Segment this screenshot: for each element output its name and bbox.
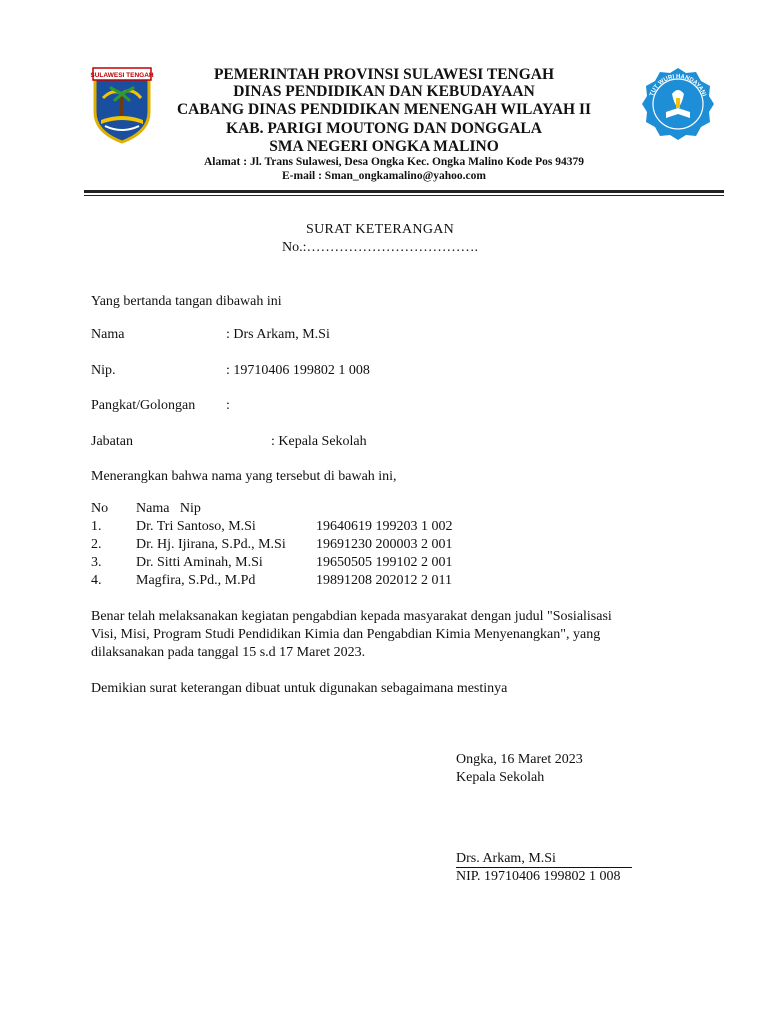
row-name: Dr. Hj. Ijirana, S.Pd., M.Si xyxy=(136,537,286,552)
signature-name: Drs. Arkam, M.Si xyxy=(456,851,556,866)
row-nip: 19640619 199203 1 002 xyxy=(316,519,453,534)
body-line-1: Benar telah melaksanakan kegiatan pengabdian kepada masyarakat dengan judul "Sosialisasi xyxy=(91,609,612,624)
signature-nip: NIP. 19710406 199802 1 008 xyxy=(456,869,621,884)
letterhead-line-3: CABANG DINAS PENDIDIKAN MENENGAH WILAYAH II xyxy=(176,101,592,118)
signature-role: Kepala Sekolah xyxy=(456,770,545,785)
letterhead-line-1: PEMERINTAH PROVINSI SULAWESI TENGAH xyxy=(213,66,555,83)
body-line-2: Visi, Misi, Program Studi Pendidikan Kimia dan Pengabdian Kimia Menyenangkan", yang xyxy=(91,627,601,642)
letterhead-address: Alamat : Jl. Trans Sulawesi, Desa Ongka Kec. Ongka Malino Kode Pos 94379 xyxy=(203,156,585,168)
signature-underline xyxy=(456,867,632,868)
letterhead-email: E-mail : Sman_ongkamalino@yahoo.com xyxy=(282,170,486,182)
school-name: SMA NEGERI ONGKA MALINO xyxy=(269,138,499,155)
field-value-nip: : 19710406 199802 1 008 xyxy=(226,363,370,378)
row-no: 2. xyxy=(91,537,102,552)
row-no: 3. xyxy=(91,555,102,570)
field-label-name: Nama xyxy=(91,327,125,342)
field-label-rank: Pangkat/Golongan xyxy=(91,398,196,413)
emblem-label: SULAWESI TENGAH xyxy=(90,72,154,79)
statement-text: Menerangkan bahwa nama yang tersebut di bawah ini, xyxy=(91,469,397,484)
row-name: Dr. Tri Santoso, M.Si xyxy=(136,519,256,534)
field-value-name: : Drs Arkam, M.Si xyxy=(226,327,330,342)
letterhead-rule-thick xyxy=(84,190,724,193)
letter-title: SURAT KETERANGAN xyxy=(306,222,455,237)
field-label-position: Jabatan xyxy=(91,434,133,449)
body-line-3: dilaksanakan pada tanggal 15 s.d 17 Maret 2023. xyxy=(91,645,366,660)
letterhead-line-4: KAB. PARIGI MOUTONG DAN DONGGALA xyxy=(226,120,542,137)
row-name: Dr. Sitti Aminah, M.Si xyxy=(136,555,263,570)
field-value-rank: : xyxy=(226,398,230,413)
row-nip: 19891208 202012 2 011 xyxy=(316,573,452,588)
row-nip: 19691230 200003 2 001 xyxy=(316,537,453,552)
field-label-nip: Nip. xyxy=(91,363,116,378)
field-value-position: : Kepala Sekolah xyxy=(271,434,367,449)
letterhead-rule-thin xyxy=(84,195,724,196)
row-no: 4. xyxy=(91,573,102,588)
table-header-name-nip: Nama Nip xyxy=(136,501,201,516)
row-no: 1. xyxy=(91,519,102,534)
row-name: Magfira, S.Pd., M.Pd xyxy=(136,573,256,588)
emblem-motto: TUT WURI HANDAYANI xyxy=(649,73,707,98)
letter-number: No.:………………………………. xyxy=(282,240,478,255)
intro-text: Yang bertanda tangan dibawah ini xyxy=(91,294,282,309)
letterhead-line-2: DINAS PENDIDIKAN DAN KEBUDAYAAN xyxy=(233,83,535,100)
signature-place-date: Ongka, 16 Maret 2023 xyxy=(456,752,583,767)
table-header-no: No xyxy=(91,501,109,516)
row-nip: 19650505 199102 2 001 xyxy=(316,555,453,570)
closing-text: Demikian surat keterangan dibuat untuk digunakan sebagaimana mestinya xyxy=(91,681,508,696)
